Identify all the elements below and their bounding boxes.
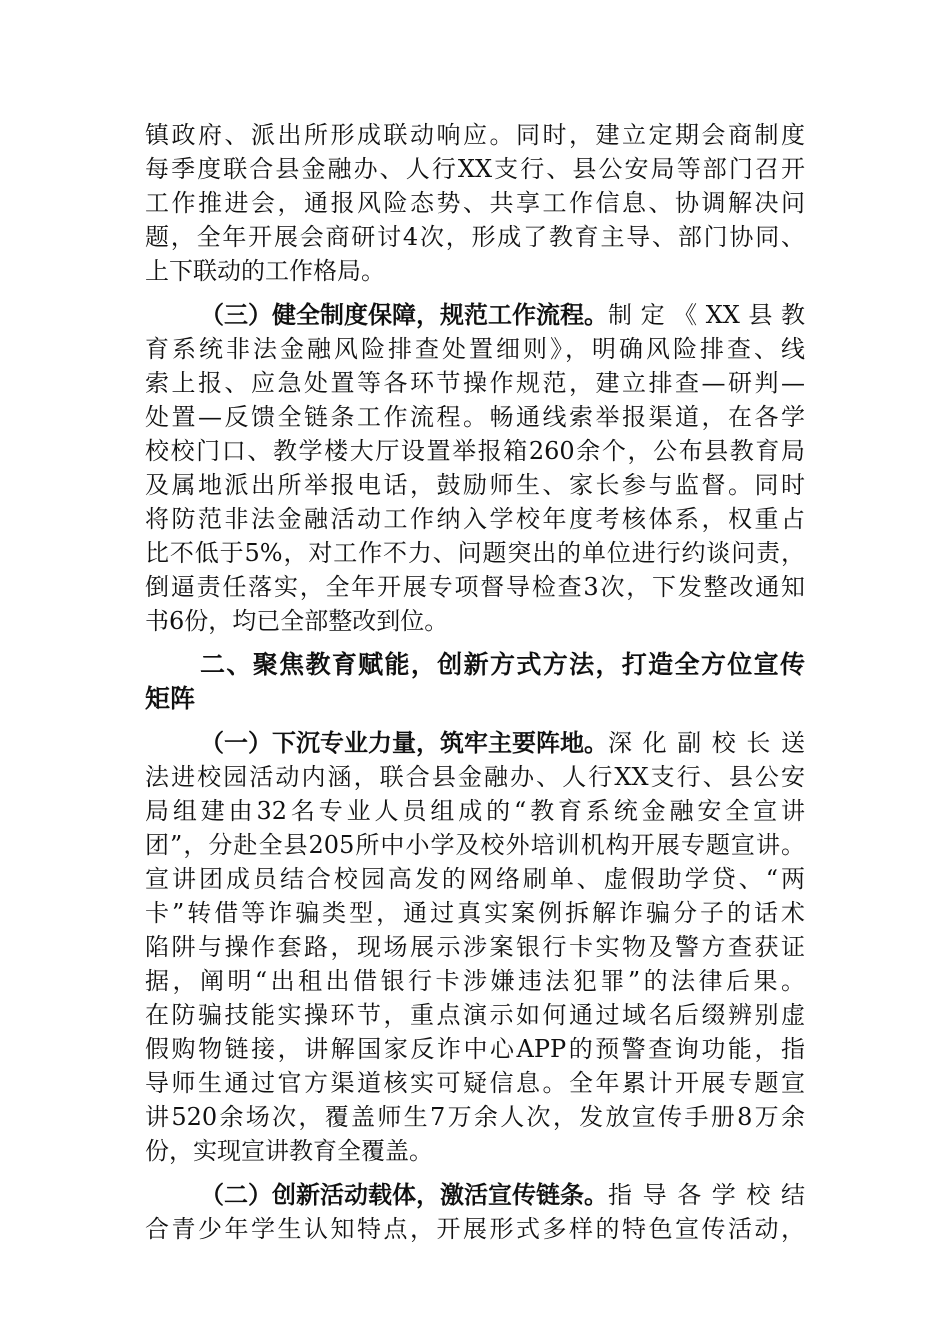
text-line	[145, 502, 805, 536]
line-text: 讲520余场次，覆盖师生7万余人次，发放宣传手册8万余	[145, 1103, 805, 1131]
line-text: 据，阐明“出租出借银行卡涉嫌违法犯罪”的法律后果。	[145, 967, 805, 995]
text-line	[145, 1100, 805, 1134]
subsection-title: （三）健全制度保障，规范工作流程。	[200, 300, 608, 329]
line-text: 制定《XX县教	[608, 301, 805, 329]
subsection-title: （二）创新活动载体，激活宣传链条。	[200, 1180, 608, 1209]
text-line	[145, 794, 805, 828]
line-text: 二、聚焦教育赋能，创新方式方法，打造全方位宣传	[200, 650, 805, 679]
line-text: 育系统非法金融风险排查处置细则》，明确风险排查、线	[145, 335, 805, 363]
text-line	[145, 468, 805, 502]
line-text: 书6份，均已全部整改到位。	[145, 607, 449, 635]
line-text: 处置—反馈全链条工作流程。畅通线索举报渠道，在各学	[145, 403, 805, 431]
text-line	[145, 570, 805, 604]
line-text: 份，实现宣讲教育全覆盖。	[145, 1137, 433, 1165]
subsection-title: （一）下沉专业力量，筑牢主要阵地。	[200, 728, 608, 757]
paragraph	[145, 118, 805, 288]
text-line	[145, 536, 805, 570]
line-text: 题，全年开展会商研讨4次，形成了教育主导、部门协同、	[145, 223, 805, 251]
text-line	[145, 254, 805, 288]
text-line	[145, 896, 805, 930]
document-page	[145, 118, 805, 1246]
line-text: 合青少年学生认知特点，开展形式多样的特色宣传活动，	[145, 1215, 805, 1243]
line-text: 在防骗技能实操环节，重点演示如何通过域名后缀辨别虚	[145, 1001, 805, 1029]
text-line	[145, 1212, 805, 1246]
paragraph	[145, 726, 805, 1168]
section-heading	[145, 648, 805, 716]
line-text: 宣讲团成员结合校园高发的网络刷单、虚假助学贷、“两	[145, 865, 805, 893]
line-text: 倒逼责任落实，全年开展专项督导检查3次，下发整改通知	[145, 573, 805, 601]
line-text: 陷阱与操作套路，现场展示涉案银行卡实物及警方查获证	[145, 933, 805, 961]
text-line	[145, 366, 805, 400]
line-text: 比不低于5%，对工作不力、问题突出的单位进行约谈问责，	[145, 539, 805, 567]
text-line	[145, 648, 805, 682]
text-line	[145, 400, 805, 434]
text-line	[145, 726, 805, 760]
line-text: 局组建由32名专业人员组成的“教育系统金融安全宣讲	[145, 797, 805, 825]
text-line	[145, 964, 805, 998]
text-line	[145, 298, 805, 332]
line-text: 校校门口、教学楼大厅设置举报箱260余个，公布县教育局	[145, 437, 805, 465]
text-line	[145, 434, 805, 468]
text-line	[145, 682, 805, 716]
line-text: 及属地派出所举报电话，鼓励师生、家长参与监督。同时	[145, 471, 805, 499]
line-text: 导师生通过官方渠道核实可疑信息。全年累计开展专题宣	[145, 1069, 805, 1097]
text-line	[145, 760, 805, 794]
line-text: 假购物链接，讲解国家反诈中心APP的预警查询功能，指	[145, 1035, 805, 1063]
text-line	[145, 604, 805, 638]
text-line	[145, 152, 805, 186]
line-text: 工作推进会，通报风险态势、共享工作信息、协调解决问	[145, 189, 805, 217]
text-line	[145, 186, 805, 220]
text-line	[145, 332, 805, 366]
text-line	[145, 930, 805, 964]
line-text: 将防范非法金融活动工作纳入学校年度考核体系，权重占	[145, 505, 805, 533]
text-line	[145, 118, 805, 152]
line-text: 上下联动的工作格局。	[145, 257, 385, 285]
text-line	[145, 1066, 805, 1100]
text-line	[145, 828, 805, 862]
line-text: 矩阵	[145, 684, 196, 713]
line-text: 指导各学校结	[608, 1181, 805, 1209]
text-line	[145, 220, 805, 254]
line-text: 镇政府、派出所形成联动响应。同时，建立定期会商制度	[145, 121, 805, 149]
text-line	[145, 1178, 805, 1212]
line-text: 法进校园活动内涵，联合县金融办、人行XX支行、县公安	[145, 763, 805, 791]
line-text: 团”，分赴全县205所中小学及校外培训机构开展专题宣讲。	[145, 831, 805, 859]
line-text: 每季度联合县金融办、人行XX支行、县公安局等部门召开	[145, 155, 805, 183]
line-text: 索上报、应急处置等各环节操作规范，建立排查—研判—	[145, 369, 805, 397]
line-text: 卡”转借等诈骗类型，通过真实案例拆解诈骗分子的话术	[145, 899, 805, 927]
text-line	[145, 862, 805, 896]
text-line	[145, 998, 805, 1032]
paragraph	[145, 1178, 805, 1246]
text-line	[145, 1134, 805, 1168]
text-line	[145, 1032, 805, 1066]
paragraph	[145, 298, 805, 638]
line-text: 深化副校长送	[608, 729, 805, 757]
